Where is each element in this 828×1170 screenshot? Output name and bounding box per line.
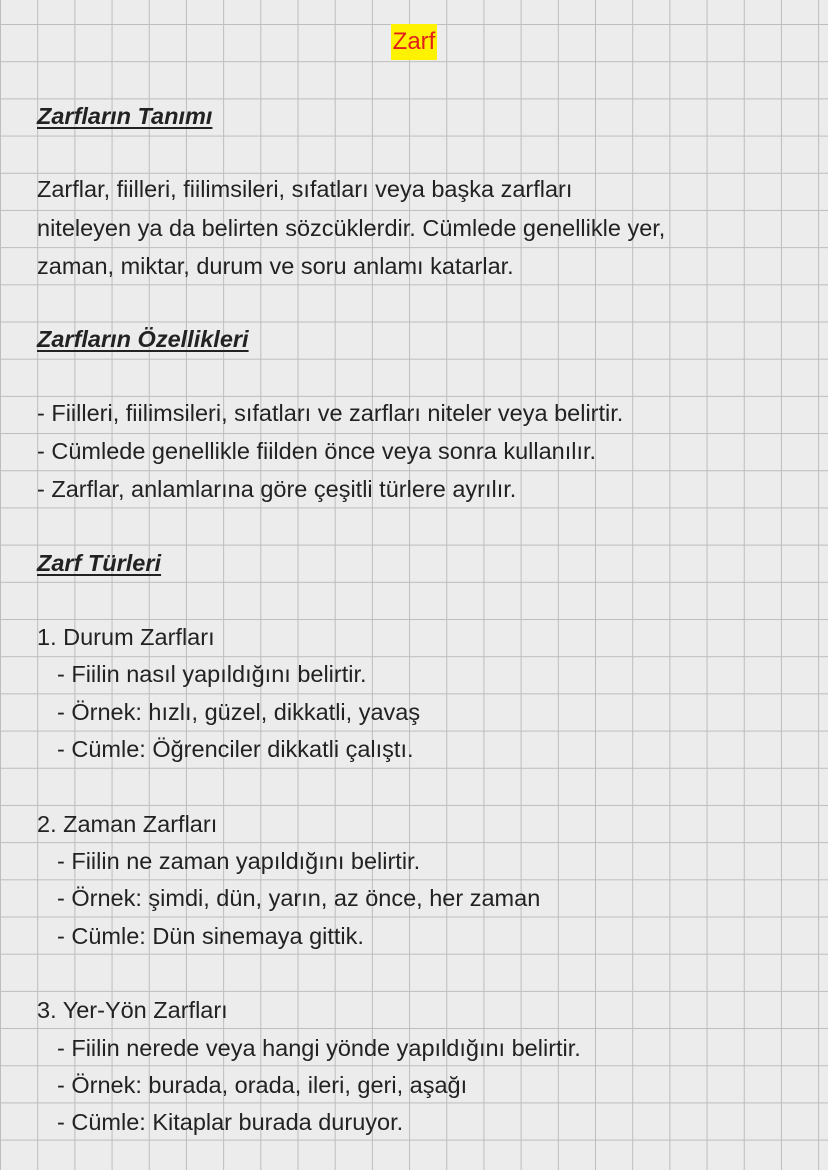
section-heading-definition: Zarfların Tanımı	[37, 103, 213, 129]
type-line: - Fiilin ne zaman yapıldığını belirtir.	[57, 848, 421, 874]
type-title-yer-yon: 3. Yer-Yön Zarfları	[37, 997, 228, 1023]
type-title-durum: 1. Durum Zarfları	[37, 624, 215, 650]
type-line: - Örnek: hızlı, güzel, dikkatli, yavaş	[57, 699, 421, 725]
type-line: - Fiilin nasıl yapıldığını belirtir.	[57, 661, 367, 687]
type-title-zaman: 2. Zaman Zarfları	[37, 811, 218, 837]
type-line: - Cümle: Dün sinemaya gittik.	[57, 923, 364, 949]
type-line: - Cümle: Öğrenciler dikkatli çalıştı.	[57, 736, 414, 762]
type-line: - Cümle: Kitaplar burada duruyor.	[57, 1109, 404, 1135]
title-wrap	[0, 24, 828, 60]
section-heading-features: Zarfların Özellikleri	[37, 326, 249, 352]
section-heading-types: Zarf Türleri	[37, 550, 162, 576]
feature-item: - Zarflar, anlamlarına göre çeşitli türlere ayrılır.	[37, 476, 517, 502]
type-line: - Fiilin nerede veya hangi yönde yapıldığını belirtir.	[57, 1035, 581, 1061]
definition-line: Zarflar, fiilleri, fiilimsileri, sıfatları veya başka zarfları	[37, 176, 573, 202]
page-title: Zarf	[391, 24, 438, 60]
type-line: - Örnek: burada, orada, ileri, geri, aşağı	[57, 1072, 468, 1098]
feature-item: - Cümlede genellikle fiilden önce veya sonra kullanılır.	[37, 438, 597, 464]
definition-line: niteleyen ya da belirten sözcüklerdir. Cümlede genellikle yer,	[37, 215, 666, 241]
definition-line: zaman, miktar, durum ve soru anlamı katarlar.	[37, 253, 514, 279]
type-line: - Örnek: şimdi, dün, yarın, az önce, her zaman	[57, 885, 541, 911]
feature-item: - Fiilleri, fiilimsileri, sıfatları ve zarfları niteler veya belirtir.	[37, 400, 624, 426]
